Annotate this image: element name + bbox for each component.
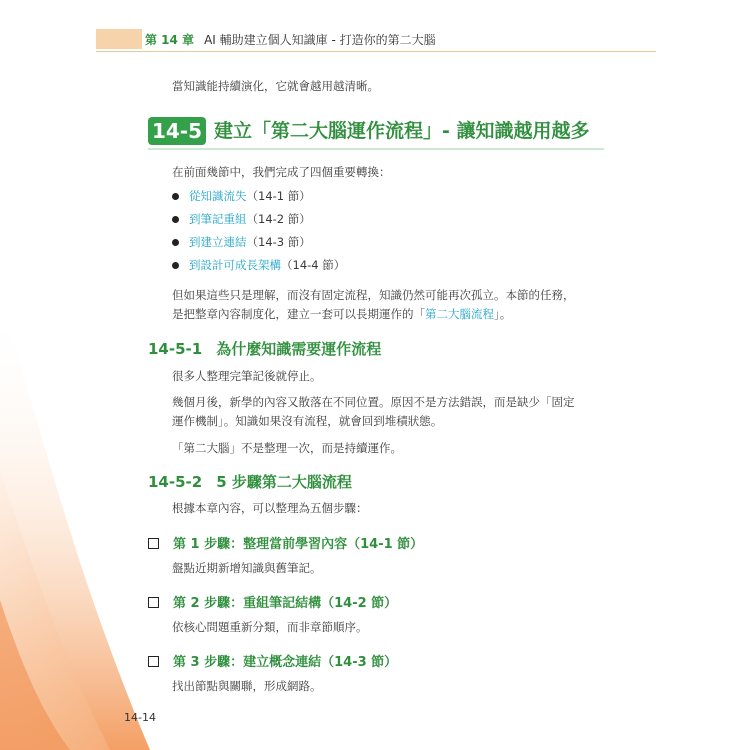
header-tab-decoration <box>96 29 142 49</box>
step-heading <box>148 592 397 611</box>
bullet-dot-icon <box>172 239 179 246</box>
paragraph-text: 是把整章內容制度化，建立一套可以長期運作的「 <box>172 307 425 321</box>
section-number-badge: 14-5 <box>148 117 206 145</box>
paragraph-line: 「第二大腦」不是整理一次，而是持續運作。 <box>172 441 402 455</box>
bullet-ref: （14-3 節） <box>246 235 311 249</box>
intro-line: 當知識能持續演化，它就會越用越清晰。 <box>172 79 379 93</box>
paragraph-line: 運作機制」。知識如果沒有流程，就會回到堆積狀態。 <box>172 414 443 428</box>
checkbox-icon <box>148 538 159 549</box>
chapter-title: AI 輔助建立個人知識庫 - 打造你的第二大腦 <box>204 33 436 47</box>
paragraph-line: 幾個月後，新學的內容又散落在不同位置。原因不是方法錯誤，而是缺少「固定 <box>172 395 575 409</box>
running-header <box>96 29 656 52</box>
step-heading <box>148 533 423 552</box>
subsection-title: 5 步驟第二大腦流程 <box>216 473 352 491</box>
paragraph-line: 但如果這些只是理解，而沒有固定流程，知識仍然可能再次孤立。本節的任務， <box>172 288 575 302</box>
paragraph-line <box>172 306 511 322</box>
paragraph-line: 根據本章內容，可以整理為五個步驟： <box>172 501 368 515</box>
bullet-dot-icon <box>172 262 179 269</box>
page-number: 14-14 <box>124 711 156 724</box>
step-description: 找出節點與關聯，形成網路。 <box>172 679 322 693</box>
section-lead: 在前面幾節中，我們完成了四個重要轉換： <box>172 165 391 179</box>
bullet-link-text[interactable]: 到設計可成長架構 <box>189 258 281 272</box>
bullet-ref: （14-2 節） <box>246 212 311 226</box>
subsection-number: 14-5-1 <box>148 340 203 358</box>
subsection-title: 為什麼知識需要運作流程 <box>216 340 382 358</box>
bullet-link-text[interactable]: 到筆記重組 <box>189 212 247 226</box>
list-item <box>172 257 345 273</box>
list-item <box>172 211 311 227</box>
checkbox-icon <box>148 656 159 667</box>
header-text <box>145 31 436 48</box>
section-title: 建立「第二大腦運作流程」- 讓知識越用越多 <box>214 120 590 142</box>
orange-swoosh-decoration <box>0 0 150 750</box>
list-item <box>172 234 311 250</box>
step-heading <box>148 651 397 670</box>
checkbox-icon <box>148 597 159 608</box>
second-brain-flow-link[interactable]: 第二大腦流程 <box>425 307 494 321</box>
step-title: 第 2 步驟：重組筆記結構（14-2 節） <box>173 596 398 611</box>
subsection-heading <box>148 338 381 359</box>
bullet-link-text[interactable]: 從知識流失 <box>189 189 247 203</box>
step-title: 第 1 步驟：整理當前學習內容（14-1 節） <box>173 537 424 552</box>
bullet-ref: （14-1 節） <box>246 189 311 203</box>
chapter-label: 第 14 章 <box>145 33 195 47</box>
step-description: 盤點近期新增知識與舊筆記。 <box>172 561 322 575</box>
subsection-heading <box>148 471 352 492</box>
section-underline <box>148 148 604 150</box>
step-description: 依核心問題重新分類，而非章節順序。 <box>172 620 368 634</box>
bullet-link-text[interactable]: 到建立連結 <box>189 235 247 249</box>
step-title: 第 3 步驟：建立概念連結（14-3 節） <box>173 655 398 670</box>
paragraph-line: 很多人整理完筆記後就停止。 <box>172 369 322 383</box>
list-item <box>172 188 311 204</box>
bullet-dot-icon <box>172 216 179 223</box>
subsection-number: 14-5-2 <box>148 473 203 491</box>
paragraph-text: 」。 <box>494 307 512 321</box>
bullet-dot-icon <box>172 193 179 200</box>
bullet-ref: （14-4 節） <box>281 258 346 272</box>
